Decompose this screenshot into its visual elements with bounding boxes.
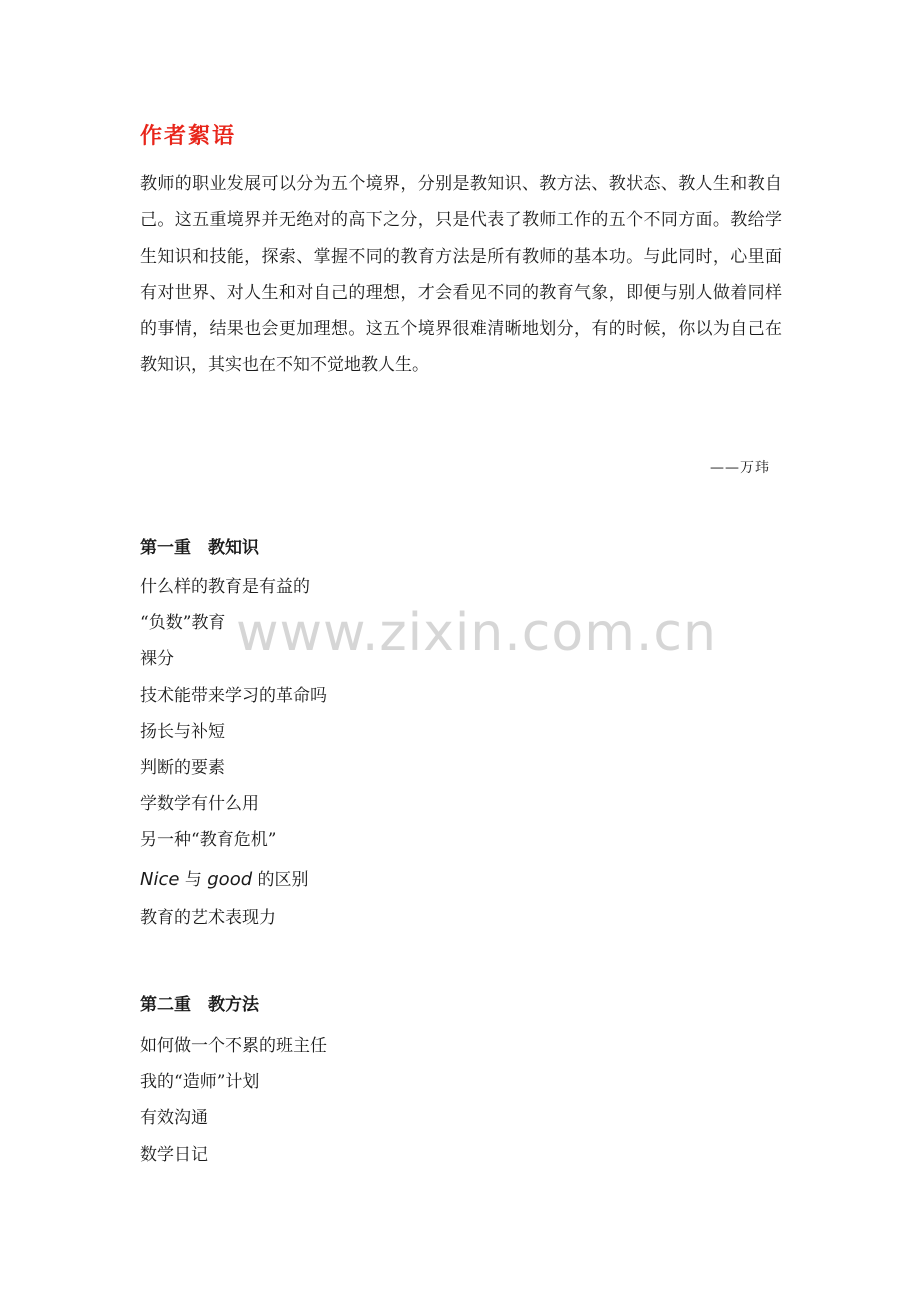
list-item: 另一种“教育危机” [140, 830, 277, 851]
word-connector: 与 [184, 869, 202, 890]
preface-title: 作者絮语 [140, 123, 237, 149]
preface-author: ——万玮 [710, 460, 770, 476]
list-item: 学数学有什么用 [140, 794, 259, 815]
section-list-knowledge [140, 569, 327, 936]
list-item: 技术能带来学习的革命吗 [140, 685, 327, 706]
section-list-method [140, 1028, 327, 1173]
list-item: 数学日记 [140, 1144, 208, 1165]
word-nice: Nice [140, 868, 180, 890]
list-item: 有效沟通 [140, 1108, 208, 1129]
list-item-nice-good [140, 859, 327, 900]
list-item: 如何做一个不累的班主任 [140, 1036, 327, 1056]
section-title-knowledge: 第一重 教知识 [140, 538, 259, 558]
section-title-method: 第二重 教方法 [140, 995, 259, 1015]
list-item: 扬长与补短 [140, 721, 225, 742]
list-item: “负数”教育 [140, 613, 226, 634]
word-suffix: 的区别 [257, 869, 309, 890]
watermark: www.zixin.com.cn [236, 603, 717, 663]
list-item: 我的“造师”计划 [140, 1072, 260, 1093]
preface-body: 教师的职业发展可以分为五个境界，分别是教知识、教方法、教状态、教人生和教自己。这五重境界并无绝对的高下之分，只是代表了教师工作的五个不同方面。教给学生知识和技能，探索、掌握不同的教育方法是所有教师的基本功。与此同时，心里面有对世界、对人生和对自己的理想，才会看见不同的教育气象，即便与别人做着同样的事情，结果也会更加理想。这五个境界很难清晰地划分，有的时候，你以为自己在教知识，其实也在不知不觉地教人生。 [140, 174, 782, 376]
list-item: 裸分 [140, 649, 174, 670]
word-good: good [207, 868, 253, 890]
list-item: 教育的艺术表现力 [140, 907, 276, 928]
list-item: 什么样的教育是有益的 [140, 577, 310, 597]
list-item: 判断的要素 [140, 757, 225, 778]
